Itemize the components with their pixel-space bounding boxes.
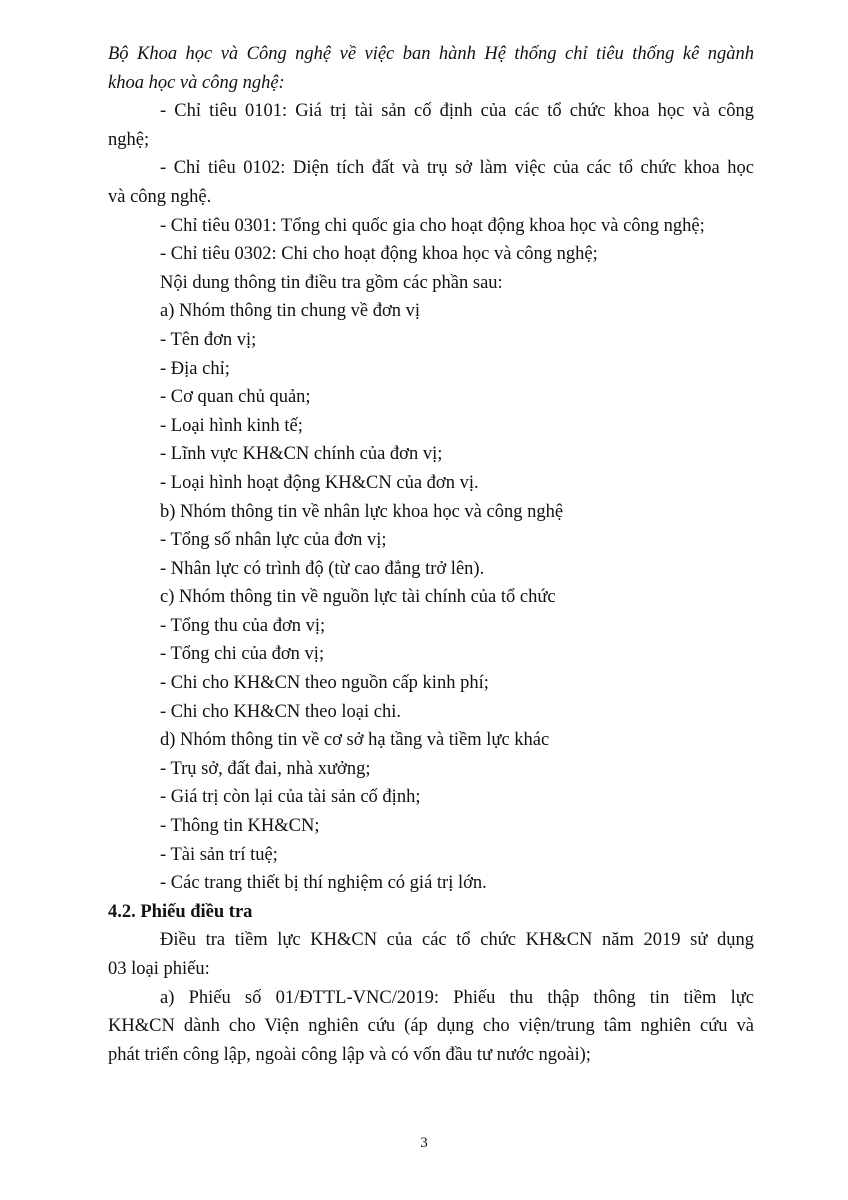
list-item: - Giá trị còn lại của tài sản cố định; [160, 787, 421, 808]
list-item: - Tổng thu của đơn vị; [160, 615, 326, 636]
paragraph-1-line-2: 03 loại phiếu: [108, 959, 210, 979]
content-intro: Nội dung thông tin điều tra gồm các phần sau: [160, 272, 503, 293]
group-b-title: b) Nhóm thông tin về nhân lực khoa học và công nghệ [160, 501, 564, 522]
indicator-0301: - Chỉ tiêu 0301: Tổng chi quốc gia cho hoạt động khoa học và công nghệ; [160, 215, 705, 236]
list-item: - Tổng chi của đơn vị; [160, 644, 325, 665]
list-item: - Tổng số nhân lực của đơn vị; [160, 530, 387, 551]
paragraph-2-line-1: a) Phiếu số 01/ĐTTL-VNC/2019: Phiếu thu thập thông tin tiềm lực [160, 987, 754, 1008]
list-item: - Thông tin KH&CN; [160, 816, 320, 837]
group-d-title: d) Nhóm thông tin về cơ sở hạ tầng và tiềm lực khác [160, 730, 550, 751]
group-a-title: a) Nhóm thông tin chung về đơn vị [160, 301, 421, 322]
indicator-0102-line-1: - Chỉ tiêu 0102: Diện tích đất và trụ sở làm việc của các tổ chức khoa học [160, 158, 754, 179]
page-number: 3 [420, 1135, 428, 1151]
paragraph-2-line-2: KH&CN dành cho Viện nghiên cứu (áp dụng cho viện/trung tâm nghiên cứu và [108, 1016, 754, 1037]
list-item: - Chi cho KH&CN theo nguồn cấp kinh phí; [160, 673, 489, 694]
list-item: - Tên đơn vị; [160, 329, 257, 350]
list-item: - Các trang thiết bị thí nghiệm có giá trị lớn. [160, 873, 487, 894]
paragraph-1-line-1: Điều tra tiềm lực KH&CN của các tổ chức KH&CN năm 2019 sử dụng [160, 930, 754, 951]
indicator-0101-line-2: nghệ; [108, 129, 150, 150]
group-c-title: c) Nhóm thông tin về nguồn lực tài chính của tổ chức [160, 587, 556, 608]
list-item: - Cơ quan chủ quản; [160, 387, 311, 408]
list-item: - Nhân lực có trình độ (từ cao đẳng trở lên). [160, 558, 485, 579]
list-item: - Loại hình kinh tế; [160, 415, 303, 436]
list-item: - Trụ sở, đất đai, nhà xưởng; [160, 758, 371, 779]
body-text [108, 40, 754, 1069]
paragraph-2-line-3: phát triển công lập, ngoài công lập và có vốn đầu tư nước ngoài); [108, 1044, 591, 1065]
list-item: - Tài sản trí tuệ; [160, 844, 278, 865]
indicator-0302: - Chỉ tiêu 0302: Chi cho hoạt động khoa học và công nghệ; [160, 244, 598, 265]
list-item: - Chi cho KH&CN theo loại chi. [160, 701, 401, 722]
indicator-0101-line-1: - Chỉ tiêu 0101: Giá trị tài sản cố định của các tổ chức khoa học và công [160, 101, 754, 122]
list-item: - Loại hình hoạt động KH&CN của đơn vị. [160, 472, 479, 493]
list-item: - Lĩnh vực KH&CN chính của đơn vị; [160, 444, 443, 465]
list-item: - Địa chỉ; [160, 358, 230, 379]
intro-line-2: khoa học và công nghệ: [108, 72, 285, 93]
intro-line-1: Bộ Khoa học và Công nghệ về việc ban hành Hệ thống chỉ tiêu thống kê ngành [108, 44, 754, 64]
indicator-0102-line-2: và công nghệ. [108, 186, 212, 207]
section-heading: 4.2. Phiếu điều tra [108, 901, 253, 922]
